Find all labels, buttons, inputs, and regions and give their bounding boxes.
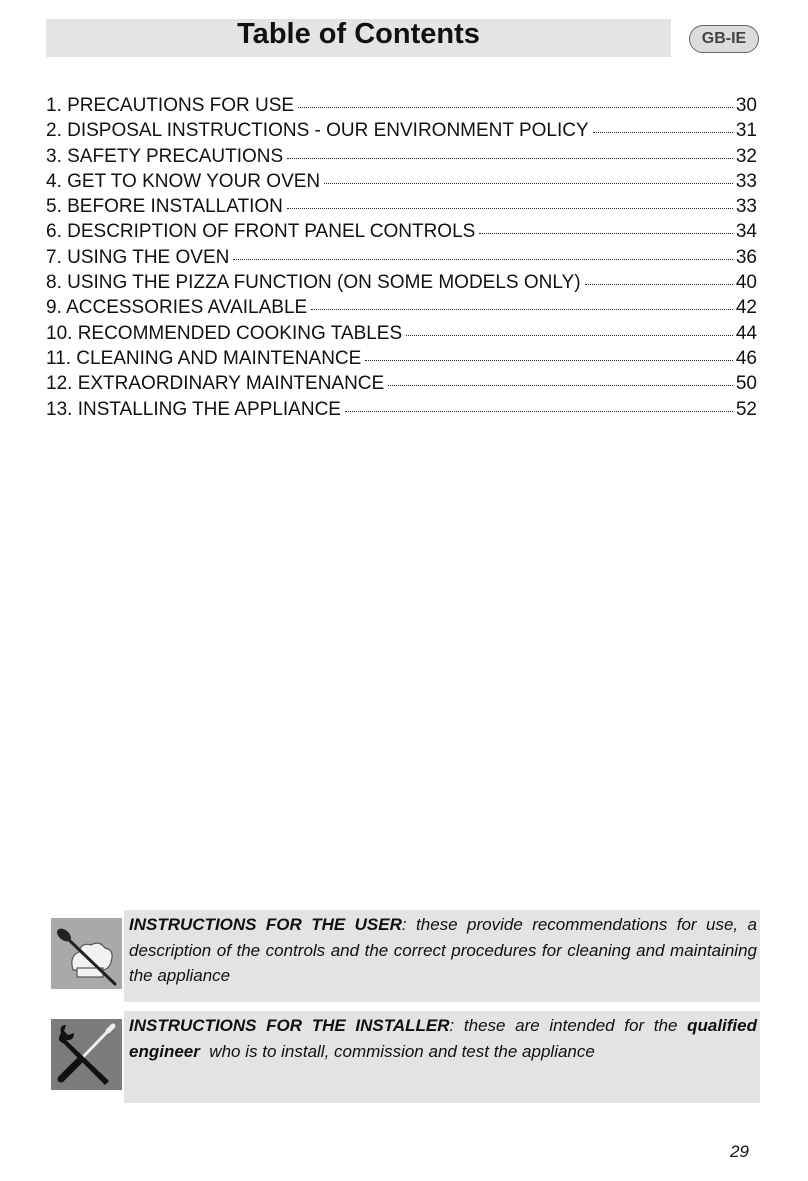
installer-instructions-heading: INSTRUCTIONS FOR THE INSTALLER [129,1016,450,1035]
dot-leader [585,283,733,285]
dot-leader [298,106,733,108]
toc-entry-label: 5. BEFORE INSTALLATION [46,196,283,218]
dot-leader [479,232,733,234]
installer-instructions-box [124,1011,760,1103]
toc-entry-label: 11. CLEANING AND MAINTENANCE [46,347,362,369]
toc-entry-label: 8. USING THE PIZZA FUNCTION (ON SOME MODELS ONLY) [46,272,581,294]
toc-entry-label: 12. EXTRAORDINARY MAINTENANCE [46,373,385,395]
toc-entry-label: 10. RECOMMENDED COOKING TABLES [46,322,403,344]
dot-leader [311,308,733,310]
toc-entry-label: 7. USING THE OVEN [46,246,230,268]
installer-instructions-text: : these are intended for the [449,1016,688,1035]
user-instructions-text: : these provide recommendations for use, a description of the controls and the correct procedures for cleaning and maintaining the appliance [129,915,757,985]
toc-entry-page: 40 [735,272,757,294]
region-badge: GB-IE [689,25,759,53]
user-instructions-heading: INSTRUCTIONS FOR THE USER [129,915,402,934]
toc-entry-page: 52 [735,398,757,420]
toc-entry[interactable] [46,219,757,244]
toc-entry[interactable] [46,118,757,143]
toc-entry-label: 2. DISPOSAL INSTRUCTIONS - OUR ENVIRONMENT POLICY [46,120,589,142]
toc-entry-label: 9. ACCESSORIES AVAILABLE [46,297,308,319]
toc-entry-page: 33 [735,170,757,192]
dot-leader [406,334,733,336]
dot-leader [287,157,733,159]
installer-instructions-text-end: who is to install, commission and test the appliance [199,1041,595,1061]
installer-emphasis: qualified engineer [129,1016,757,1061]
toc-entry-label: 4. GET TO KNOW YOUR OVEN [46,170,321,192]
dot-leader [388,384,733,386]
chef-hat-spoon-icon [51,918,122,989]
toc-entry-page: 44 [735,322,757,344]
dot-leader [233,258,733,260]
toc-entry[interactable] [46,93,757,118]
toc-entry[interactable] [46,194,757,219]
page-title: Table of Contents [237,18,480,50]
toc-entry-page: 33 [735,196,757,218]
toc-entry-page: 34 [735,221,757,243]
toc-entry-label: 6. DESCRIPTION OF FRONT PANEL CONTROLS [46,221,476,243]
toc-entry-label: 3. SAFETY PRECAUTIONS [46,145,284,167]
toc-entry[interactable] [46,371,757,396]
dot-leader [593,131,733,133]
table-of-contents [46,93,757,422]
user-instructions-box [124,910,760,1002]
toc-entry-page: 32 [735,145,757,167]
dot-leader [287,207,733,209]
toc-entry[interactable] [46,295,757,320]
toc-entry-page: 31 [735,120,757,142]
toc-entry-page: 50 [735,373,757,395]
dot-leader [324,182,733,184]
toc-entry-label: 1. PRECAUTIONS FOR USE [46,95,295,116]
toc-entry[interactable] [46,270,757,295]
toc-entry[interactable] [46,144,757,169]
toc-entry-page: 36 [735,246,757,268]
dot-leader [345,410,733,412]
wrench-screwdriver-icon [51,1019,122,1090]
toc-entry-label: 13. INSTALLING THE APPLIANCE [46,398,341,420]
toc-entry[interactable] [46,397,757,422]
toc-entry[interactable] [46,245,757,270]
toc-entry-page: 30 [735,95,757,116]
toc-entry[interactable] [46,169,757,194]
toc-entry-page: 42 [735,297,757,319]
page-number: 29 [730,1142,749,1161]
toc-entry[interactable] [46,321,757,346]
dot-leader [365,359,733,361]
toc-entry-page: 46 [735,347,757,369]
toc-entry[interactable] [46,346,757,371]
